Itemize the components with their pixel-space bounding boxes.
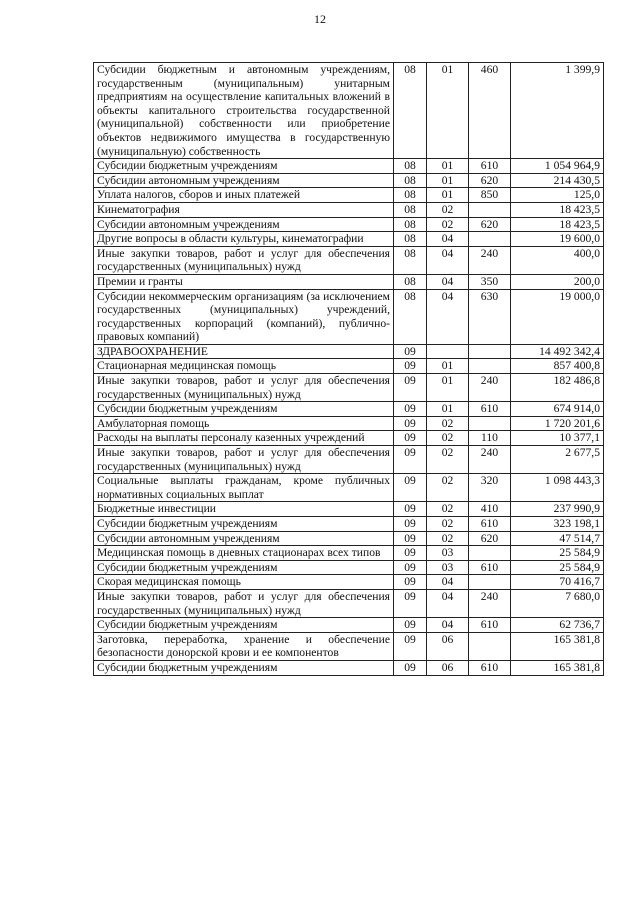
amount-cell: 1 720 201,6	[511, 416, 604, 431]
subsection-code-cell: 01	[427, 359, 469, 374]
section-code-cell: 09	[394, 344, 427, 359]
table-row	[94, 431, 604, 446]
amount-cell: 674 914,0	[511, 402, 604, 417]
amount-cell: 323 198,1	[511, 517, 604, 532]
subsection-code-cell: 06	[427, 632, 469, 660]
subsection-code-cell: 04	[427, 232, 469, 247]
section-code-cell: 09	[394, 517, 427, 532]
table-row	[94, 359, 604, 374]
expense-name-cell: Субсидии бюджетным учреждениям	[94, 618, 394, 633]
expense-name-cell: Иные закупки товаров, работ и услуг для обеспечения государственных (муниципальных) нужд	[94, 374, 394, 402]
section-code-cell: 09	[394, 546, 427, 561]
table-row	[94, 660, 604, 675]
amount-cell: 1 098 443,3	[511, 474, 604, 502]
subsection-code-cell: 04	[427, 575, 469, 590]
table-row	[94, 63, 604, 159]
expense-name-cell: Субсидии бюджетным учреждениям	[94, 159, 394, 174]
amount-cell: 214 430,5	[511, 173, 604, 188]
table-row	[94, 416, 604, 431]
amount-cell: 19 000,0	[511, 289, 604, 344]
expense-name-cell: Стационарная медицинская помощь	[94, 359, 394, 374]
expense-type-code-cell: 630	[469, 289, 511, 344]
table-row	[94, 246, 604, 274]
expense-name-cell: Медицинская помощь в дневных стационарах всех типов	[94, 546, 394, 561]
expense-name-cell: Амбулаторная помощь	[94, 416, 394, 431]
table-row	[94, 575, 604, 590]
section-code-cell: 09	[394, 618, 427, 633]
expense-type-code-cell	[469, 202, 511, 217]
section-code-cell: 09	[394, 560, 427, 575]
subsection-code-cell: 02	[427, 474, 469, 502]
section-code-cell: 09	[394, 359, 427, 374]
section-code-cell: 09	[394, 402, 427, 417]
expense-name-cell: Расходы на выплаты персоналу казенных учреждений	[94, 431, 394, 446]
table-row	[94, 589, 604, 617]
table-row	[94, 560, 604, 575]
table-row	[94, 474, 604, 502]
subsection-code-cell: 01	[427, 159, 469, 174]
expense-type-code-cell: 240	[469, 246, 511, 274]
section-code-cell: 09	[394, 431, 427, 446]
expense-name-cell: Субсидии бюджетным учреждениям	[94, 517, 394, 532]
table-row	[94, 217, 604, 232]
amount-cell: 2 677,5	[511, 446, 604, 474]
expense-name-cell: Кинематография	[94, 202, 394, 217]
subsection-code-cell: 01	[427, 173, 469, 188]
amount-cell: 165 381,8	[511, 632, 604, 660]
table-row	[94, 546, 604, 561]
amount-cell: 165 381,8	[511, 660, 604, 675]
amount-cell: 237 990,9	[511, 502, 604, 517]
table-row	[94, 159, 604, 174]
expense-type-code-cell	[469, 359, 511, 374]
section-code-cell: 09	[394, 531, 427, 546]
expense-type-code-cell: 460	[469, 63, 511, 159]
expense-name-cell: Бюджетные инвестиции	[94, 502, 394, 517]
section-code-cell: 08	[394, 159, 427, 174]
amount-cell: 70 416,7	[511, 575, 604, 590]
expense-name-cell: Субсидии некоммерческим организациям (за исключением государственных (муниципальных) учреждений, государственных корпораций (компаний), публично-правовых компаний)	[94, 289, 394, 344]
section-code-cell: 09	[394, 632, 427, 660]
expense-name-cell: Иные закупки товаров, работ и услуг для обеспечения государственных (муниципальных) нужд	[94, 246, 394, 274]
table-row	[94, 344, 604, 359]
expense-type-code-cell: 410	[469, 502, 511, 517]
section-code-cell: 08	[394, 232, 427, 247]
amount-cell: 62 736,7	[511, 618, 604, 633]
section-code-cell: 09	[394, 502, 427, 517]
expense-type-code-cell: 240	[469, 446, 511, 474]
expense-type-code-cell: 620	[469, 217, 511, 232]
amount-cell: 25 584,9	[511, 560, 604, 575]
subsection-code-cell: 06	[427, 660, 469, 675]
expense-name-cell: Субсидии бюджетным учреждениям	[94, 560, 394, 575]
section-code-cell: 09	[394, 474, 427, 502]
section-code-cell: 08	[394, 202, 427, 217]
expense-type-code-cell: 610	[469, 402, 511, 417]
subsection-code-cell: 04	[427, 246, 469, 274]
amount-cell: 1 399,9	[511, 63, 604, 159]
expense-name-cell: Заготовка, переработка, хранение и обеспечение безопасности донорской крови и ее компонентов	[94, 632, 394, 660]
expense-name-cell: Уплата налогов, сборов и иных платежей	[94, 188, 394, 203]
table-row	[94, 531, 604, 546]
table-row	[94, 289, 604, 344]
subsection-code-cell: 02	[427, 531, 469, 546]
budget-table	[93, 62, 604, 676]
table-row	[94, 188, 604, 203]
subsection-code-cell: 04	[427, 618, 469, 633]
budget-table-body	[94, 63, 604, 676]
amount-cell: 10 377,1	[511, 431, 604, 446]
expense-name-cell: Субсидии автономным учреждениям	[94, 217, 394, 232]
subsection-code-cell: 01	[427, 402, 469, 417]
subsection-code-cell: 01	[427, 188, 469, 203]
subsection-code-cell: 02	[427, 217, 469, 232]
expense-type-code-cell: 610	[469, 560, 511, 575]
subsection-code-cell: 02	[427, 517, 469, 532]
amount-cell: 18 423,5	[511, 202, 604, 217]
subsection-code-cell: 01	[427, 63, 469, 159]
subsection-code-cell: 02	[427, 431, 469, 446]
expense-name-cell: Субсидии бюджетным учреждениям	[94, 660, 394, 675]
table-row	[94, 274, 604, 289]
expense-type-code-cell: 240	[469, 374, 511, 402]
section-code-cell: 08	[394, 188, 427, 203]
expense-type-code-cell	[469, 632, 511, 660]
amount-cell: 182 486,8	[511, 374, 604, 402]
expense-name-cell: Субсидии автономным учреждениям	[94, 173, 394, 188]
subsection-code-cell: 02	[427, 202, 469, 217]
section-code-cell: 09	[394, 416, 427, 431]
section-code-cell: 08	[394, 274, 427, 289]
expense-name-cell: ЗДРАВООХРАНЕНИЕ	[94, 344, 394, 359]
expense-name-cell: Скорая медицинская помощь	[94, 575, 394, 590]
expense-name-cell: Иные закупки товаров, работ и услуг для обеспечения государственных (муниципальных) нужд	[94, 589, 394, 617]
section-code-cell: 08	[394, 173, 427, 188]
subsection-code-cell: 03	[427, 560, 469, 575]
expense-name-cell: Субсидии бюджетным учреждениям	[94, 402, 394, 417]
amount-cell: 200,0	[511, 274, 604, 289]
expense-type-code-cell	[469, 575, 511, 590]
amount-cell: 125,0	[511, 188, 604, 203]
subsection-code-cell: 04	[427, 289, 469, 344]
section-code-cell: 09	[394, 575, 427, 590]
expense-type-code-cell: 620	[469, 173, 511, 188]
amount-cell: 14 492 342,4	[511, 344, 604, 359]
subsection-code-cell	[427, 344, 469, 359]
subsection-code-cell: 03	[427, 546, 469, 561]
amount-cell: 7 680,0	[511, 589, 604, 617]
section-code-cell: 09	[394, 446, 427, 474]
amount-cell: 47 514,7	[511, 531, 604, 546]
subsection-code-cell: 02	[427, 416, 469, 431]
subsection-code-cell: 04	[427, 274, 469, 289]
amount-cell: 18 423,5	[511, 217, 604, 232]
table-row	[94, 632, 604, 660]
expense-type-code-cell: 620	[469, 531, 511, 546]
table-row	[94, 374, 604, 402]
expense-type-code-cell: 850	[469, 188, 511, 203]
section-code-cell: 09	[394, 660, 427, 675]
amount-cell: 19 600,0	[511, 232, 604, 247]
expense-type-code-cell: 610	[469, 618, 511, 633]
expense-name-cell: Иные закупки товаров, работ и услуг для обеспечения государственных (муниципальных) нужд	[94, 446, 394, 474]
amount-cell: 25 584,9	[511, 546, 604, 561]
table-row	[94, 402, 604, 417]
section-code-cell: 09	[394, 374, 427, 402]
subsection-code-cell: 01	[427, 374, 469, 402]
table-row	[94, 502, 604, 517]
expense-type-code-cell: 610	[469, 517, 511, 532]
amount-cell: 1 054 964,9	[511, 159, 604, 174]
expense-type-code-cell	[469, 232, 511, 247]
expense-type-code-cell	[469, 344, 511, 359]
expense-type-code-cell: 610	[469, 660, 511, 675]
table-row	[94, 517, 604, 532]
amount-cell: 400,0	[511, 246, 604, 274]
expense-type-code-cell: 350	[469, 274, 511, 289]
expense-name-cell: Субсидии автономным учреждениям	[94, 531, 394, 546]
page-number: 12	[314, 12, 326, 26]
expense-name-cell: Социальные выплаты гражданам, кроме публичных нормативных социальных выплат	[94, 474, 394, 502]
section-code-cell: 09	[394, 589, 427, 617]
subsection-code-cell: 04	[427, 589, 469, 617]
section-code-cell: 08	[394, 63, 427, 159]
subsection-code-cell: 02	[427, 502, 469, 517]
expense-type-code-cell: 110	[469, 431, 511, 446]
table-row	[94, 618, 604, 633]
subsection-code-cell: 02	[427, 446, 469, 474]
section-code-cell: 08	[394, 217, 427, 232]
expense-name-cell: Премии и гранты	[94, 274, 394, 289]
table-row	[94, 173, 604, 188]
expense-name-cell: Субсидии бюджетным и автономным учреждениям, государственным (муниципальным) унитарным предприятиям на осуществление капитальных вложений в объекты капитального строительства государственной (муниципальной) собственности или приобретение объектов недвижимого имущества в государственную (муниципальную) собственность	[94, 63, 394, 159]
expense-type-code-cell: 240	[469, 589, 511, 617]
expense-type-code-cell: 610	[469, 159, 511, 174]
expense-type-code-cell	[469, 416, 511, 431]
table-row	[94, 232, 604, 247]
expense-type-code-cell: 320	[469, 474, 511, 502]
table-row	[94, 446, 604, 474]
section-code-cell: 08	[394, 289, 427, 344]
expense-type-code-cell	[469, 546, 511, 561]
section-code-cell: 08	[394, 246, 427, 274]
table-row	[94, 202, 604, 217]
expense-name-cell: Другие вопросы в области культуры, кинематографии	[94, 232, 394, 247]
amount-cell: 857 400,8	[511, 359, 604, 374]
